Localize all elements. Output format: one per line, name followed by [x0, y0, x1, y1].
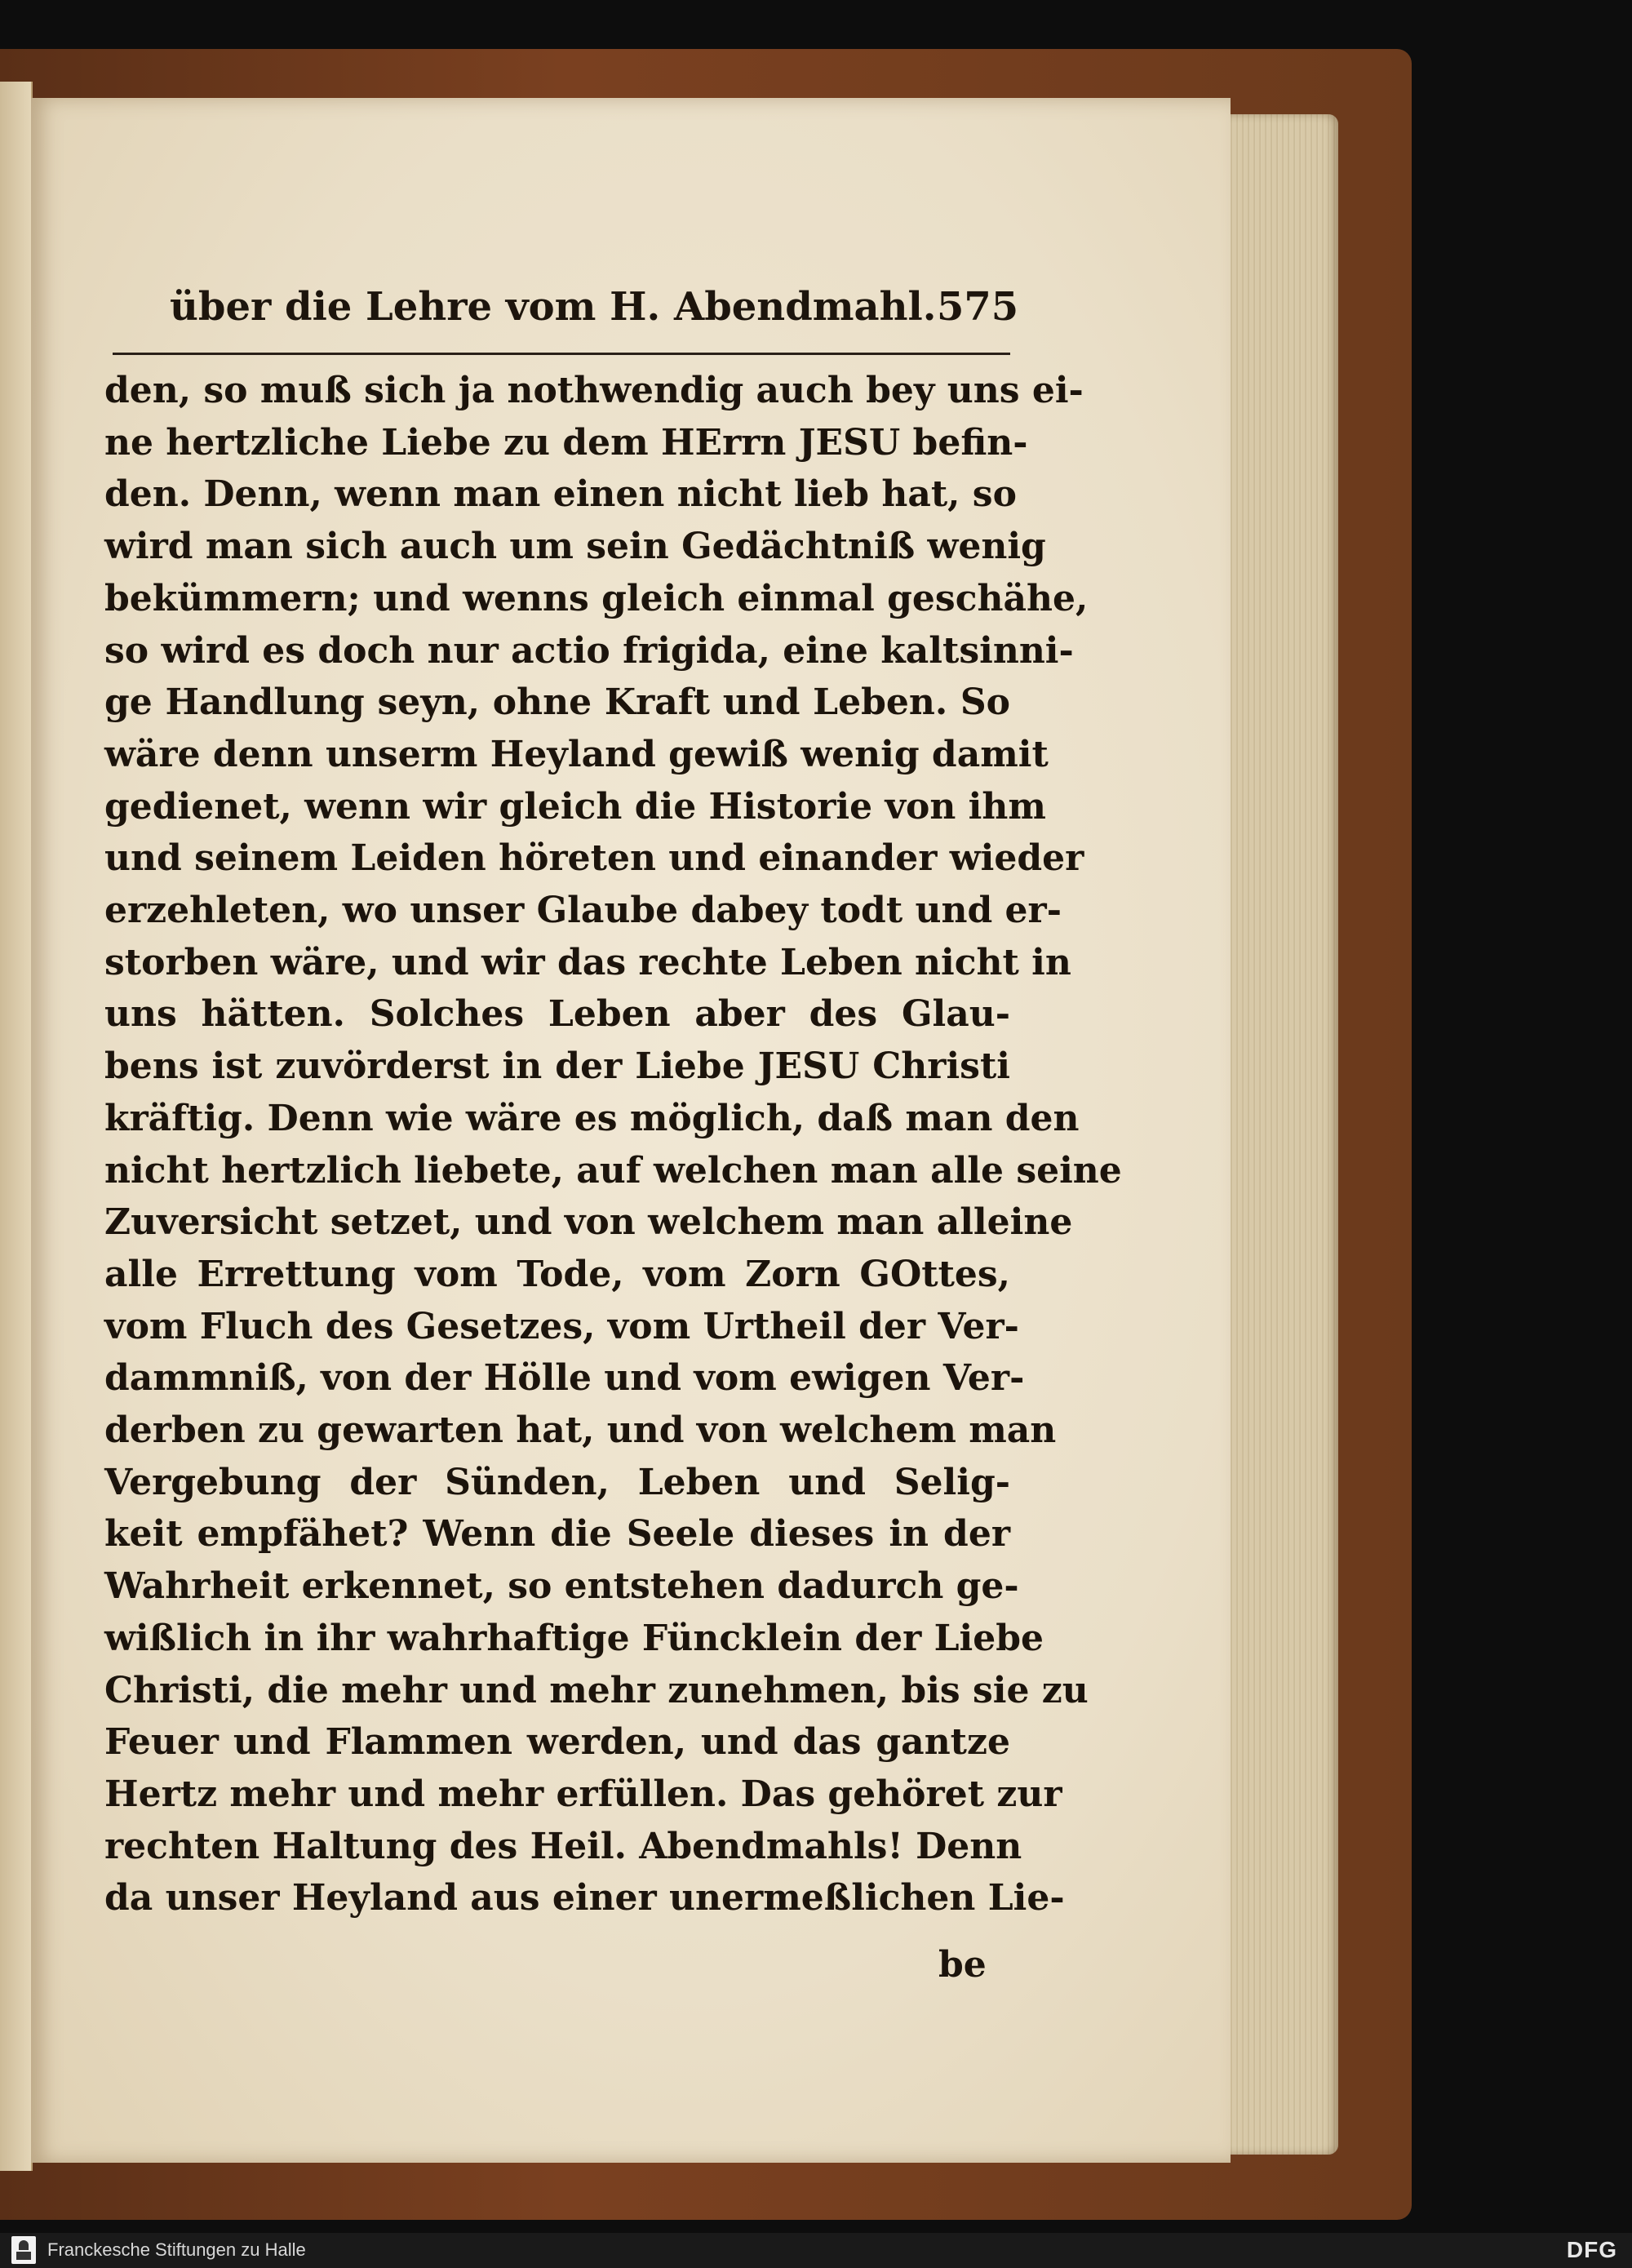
text-line: kräftig. Denn wie wäre es möglich, daß man den	[104, 1097, 1080, 1139]
viewer-footer	[0, 2233, 1632, 2268]
text-line: Feuer und Flammen werden, und das gantze	[104, 1721, 1010, 1764]
running-head-title: über die Lehre vom H. Abendmahl.	[170, 284, 937, 330]
text-line: da unser Heyland aus einer unermeßlichen Lie-	[104, 1877, 1065, 1920]
text-line: Hertz mehr und mehr erfüllen. Das gehöret zur	[104, 1773, 1062, 1815]
text-line: und seinem Leiden höreten und einander wieder	[104, 837, 1084, 880]
text-line: uns hätten. Solches Leben aber des Glau-	[104, 993, 1010, 1036]
text-line: storben wäre, und wir das rechte Leben nicht in	[104, 941, 1071, 983]
text-line: dammniß, von der Hölle und vom ewigen Ver-	[104, 1357, 1025, 1400]
facing-page-edge	[0, 82, 33, 2171]
text-line: bekümmern; und wenns gleich einmal geschähe,	[104, 577, 1089, 619]
text-line: Zuversicht setzet, und von welchem man alleine	[104, 1201, 1073, 1244]
text-line: wird man sich auch um sein Gedächtniß wenig	[104, 526, 1046, 568]
institution-name: Franckesche Stiftungen zu Halle	[47, 2239, 306, 2260]
catchword: be	[938, 1944, 987, 1986]
text-line: ge Handlung seyn, ohne Kraft und Leben. So	[104, 681, 1010, 724]
text-line: bens ist zuvörderst in der Liebe JESU Christi	[104, 1045, 1010, 1088]
institution-logo-icon	[11, 2236, 36, 2264]
text-line: Wahrheit erkennet, so entstehen dadurch ge-	[104, 1565, 1019, 1608]
header-rule	[113, 353, 1010, 355]
text-line: den, so muß sich ja nothwendig auch bey uns ei-	[104, 370, 1084, 411]
text-line: rechten Haltung des Heil. Abendmahls! Denn	[104, 1825, 1022, 1867]
text-line: wißlich in ihr wahrhaftige Füncklein der Liebe	[104, 1617, 1044, 1659]
text-line: ne hertzliche Liebe zu dem HErrn JESU befin-	[104, 421, 1028, 464]
text-line: nicht hertzlich liebete, auf welchen man alle seine	[104, 1149, 1122, 1192]
text-line: Vergebung der Sünden, Leben und Selig-	[104, 1461, 1010, 1503]
text-line: den. Denn, wenn man einen nicht lieb hat, so	[104, 473, 1017, 516]
running-head	[170, 284, 1010, 341]
dfg-logo: DFG	[1566, 2237, 1617, 2262]
book-page	[31, 98, 1231, 2163]
text-line: vom Fluch des Gesetzes, vom Urtheil der Ver-	[104, 1305, 1019, 1347]
text-line: Christi, die mehr und mehr zunehmen, bis sie zu	[104, 1669, 1089, 1711]
text-line: erzehleten, wo unser Glaube dabey todt und er-	[104, 890, 1062, 931]
page-fore-edge	[1216, 114, 1338, 2155]
text-line: alle Errettung vom Tode, vom Zorn GOttes,	[104, 1253, 1010, 1295]
text-line: keit empfähet? Wenn die Seele dieses in der	[104, 1513, 1010, 1556]
text-line: derben zu gewarten hat, und von welchem man	[104, 1409, 1057, 1451]
page-number: 575	[937, 284, 1019, 330]
text-line: so wird es doch nur actio frigida, eine kaltsinni-	[104, 629, 1074, 672]
text-line: wäre denn unserm Heyland gewiß wenig damit	[104, 733, 1049, 775]
text-line: gedienet, wenn wir gleich die Historie von ihm	[104, 785, 1046, 828]
